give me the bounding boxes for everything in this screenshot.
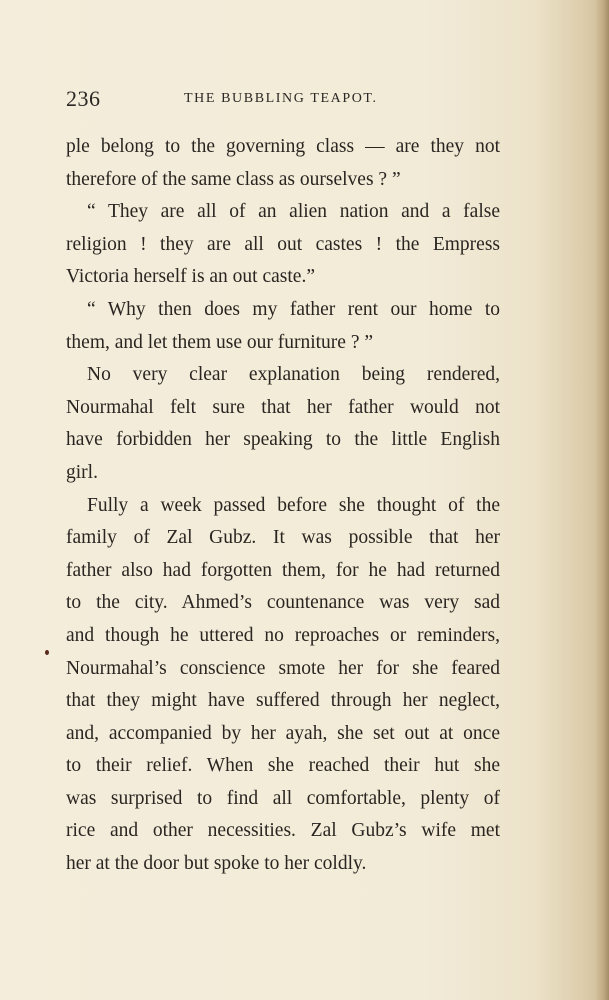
text-line: Nourmahal felt sure that her father would not	[66, 396, 500, 418]
text-line: family of Zal Gubz. It was possible that her	[66, 527, 500, 549]
text-line: and, accompanied by her ayah, she set out at once	[66, 722, 500, 744]
text-line: Nourmahal’s conscience smote her for she feared	[66, 657, 500, 679]
page-number: 236	[66, 86, 101, 111]
running-header	[66, 86, 500, 110]
running-title: THE BUBBLING TEAPOT.	[184, 91, 378, 106]
text-line: “ Why then does my father rent our home to	[87, 298, 500, 320]
text-line: Fully a week passed before she thought of the	[87, 494, 500, 516]
text-line: them, and let them use our furniture ? ”	[66, 331, 374, 353]
page-edge-shadow	[595, 0, 609, 1000]
text-line: ple belong to the governing class — are they not	[66, 136, 500, 157]
text-line: father also had forgotten them, for he had returned	[66, 559, 500, 581]
text-line: and though he uttered no reproaches or reminders,	[66, 624, 500, 646]
text-line: rice and other necessities. Zal Gubz’s wife met	[66, 820, 500, 842]
text-line: to the city. Ahmed’s countenance was very sad	[66, 592, 500, 614]
text-line: to their relief. When she reached their hut she	[66, 755, 500, 777]
text-line: religion ! they are all out castes ! the Empress	[66, 233, 500, 255]
text-line: “ They are all of an alien nation and a false	[87, 201, 500, 223]
text-line: that they might have suffered through her neglect,	[66, 690, 500, 712]
text-line: girl.	[66, 461, 98, 483]
text-line: therefore of the same class as ourselves ? ”	[66, 168, 401, 190]
text-line: her at the door but spoke to her coldly.	[66, 853, 367, 875]
body-text	[66, 131, 500, 881]
text-line: No very clear explanation being rendered,	[87, 364, 500, 386]
ink-speck	[45, 650, 49, 655]
text-line: was surprised to find all comfortable, plenty of	[66, 787, 500, 809]
text-line: have forbidden her speaking to the little English	[66, 429, 500, 451]
text-line: Victoria herself is an out caste.”	[66, 266, 315, 288]
